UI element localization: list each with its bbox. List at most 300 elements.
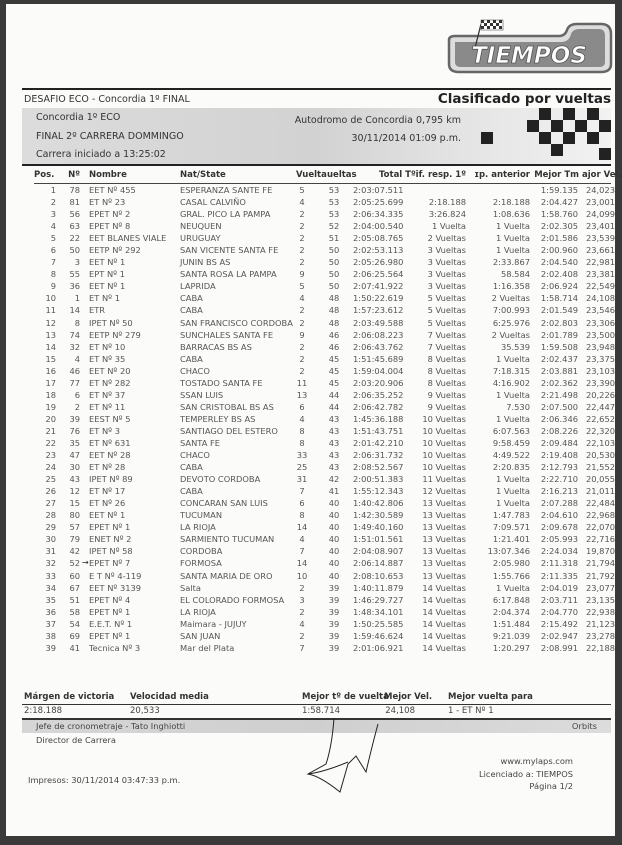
cell-team-name: IPET Nº 50 [89,317,133,328]
cell-position: 8 [50,269,56,280]
cell-gap-previous: 6:25.976 [492,317,530,328]
cell-gap-previous: 1 Vuelta [495,233,530,244]
table-row [34,269,615,281]
cell-best-lap-time: 2:15.492 [540,618,578,629]
cell-car-number: 69 [69,630,80,641]
cell-best-speed: 22,070 [585,522,615,533]
cell-location: CABA [180,353,203,364]
cell-team-name: EEST Nº 5 [89,413,131,424]
table-row [34,425,615,438]
cell-best-speed: 22,484 [585,498,615,509]
cell-location: TUCUMAN [180,510,223,521]
cell-best-lap-time: 2:04.019 [540,582,578,593]
cell-gap-leader: 10 Vueltas [422,462,466,473]
cell-best-lap-number: 2 [299,233,305,244]
cell-car-number: 35 [69,437,80,448]
table-row [34,642,615,655]
cell-location: Mar del Plata [180,642,235,653]
cell-total-time: 2:01:42.210 [353,437,404,448]
cell-best-lap-number: 2 [299,630,305,641]
cell-best-lap-time: 2:03.881 [540,365,578,376]
cell-best-lap-time: 2:06.924 [540,281,578,292]
cell-total-time: 1:45:36.188 [353,413,404,424]
table-row [34,401,615,414]
cell-best-lap-number: 2 [299,582,305,593]
cell-best-lap-number: 5 [299,185,305,195]
cell-position: 9 [50,281,56,292]
cell-best-speed: 22,103 [585,437,615,448]
cell-car-number: 41 [69,642,80,653]
cell-best-lap-number: 31 [296,474,308,485]
cell-team-name: Tecnica Nº 3 [89,642,141,653]
cell-position: 35 [45,594,56,605]
cell-laps: 40 [328,498,340,509]
table-row [34,305,615,317]
cell-position: 23 [45,450,56,461]
cell-laps: 39 [328,618,340,629]
cell-total-time: 2:03:20.906 [353,377,404,388]
cell-team-name: ENET Nº 2 [89,534,132,545]
cell-team-name: EPET Nº 1 [89,630,131,641]
cell-best-lap-time: 2:04.770 [540,606,578,617]
cell-best-lap-number: 2 [299,341,305,352]
cell-total-time: 2:02:53.113 [353,245,404,256]
cell-gap-leader: 13 Vueltas [422,534,466,545]
cell-best-speed: 23,306 [585,317,615,328]
cell-best-lap-number: 8 [299,425,305,436]
table-row [34,618,615,631]
cell-best-lap-time: 2:02.362 [540,377,578,388]
table-row [34,413,615,426]
cell-best-speed: 24,023 [585,185,615,195]
cell-gap-previous: 2:04.374 [492,606,530,617]
cell-laps: 39 [328,594,340,605]
cell-team-name: EPET Nº 8 [89,221,131,232]
cell-position: 33 [45,570,56,581]
cell-position: 27 [45,498,56,509]
cell-car-number: 56 [69,209,80,220]
cell-gap-leader: 13 Vueltas [422,498,466,509]
cell-gap-leader: 10 Vueltas [422,437,466,448]
cell-gap-previous: 1:47.783 [492,510,530,521]
cell-position: 2 [50,197,56,208]
cell-total-time: 1:40:42.806 [353,498,404,509]
cell-gap-leader: 12 Vueltas [422,486,466,497]
cell-team-name: ET Nº 3 [89,425,120,436]
table-row [34,606,615,619]
cell-gap-leader: 5 Vueltas [427,293,466,304]
cell-gap-leader: 13 Vueltas [422,510,466,521]
cell-best-speed: 22,447 [585,401,615,412]
cell-team-name: ET Nº 17 [89,486,126,497]
cell-team-name: EPET Nº 4 [89,594,131,605]
cell-total-time: 2:07:41.922 [353,281,404,292]
cell-laps: 50 [328,281,340,292]
cell-gap-leader: 3:26.824 [428,209,466,220]
cell-total-time: 2:04:00.540 [353,221,404,232]
cell-location: SANTA MARIA DE ORO [180,570,273,581]
table-row [34,570,615,583]
cell-best-lap-number: 2 [299,257,305,268]
cell-total-time: 1:50:25.585 [353,618,404,629]
cell-location: SARMIENTO TUCUMAN [180,534,275,545]
cell-best-lap-number: 4 [299,618,305,629]
tiempos-logo [441,18,616,76]
cell-total-time: 2:06:31.732 [353,450,404,461]
cell-car-number: 58 [69,606,80,617]
cell-best-lap-number: 8 [299,437,305,448]
cell-team-name: EET Nº 20 [89,365,131,376]
cell-gap-leader: 14 Vueltas [422,618,466,629]
cell-best-lap-number: 25 [296,462,308,473]
cell-car-number: 43 [69,474,80,485]
cell-best-lap-number: 7 [299,486,305,497]
cell-total-time: 2:06:34.335 [353,209,404,220]
table-row [34,630,615,643]
cell-position: 37 [45,618,56,629]
cell-gap-previous: 7:18.315 [492,365,530,376]
cell-position: 16 [45,365,56,376]
cell-gap-leader: 2:18.188 [428,197,466,208]
cell-position: 25 [45,474,56,485]
cell-laps: 48 [328,293,340,304]
cell-total-time: 2:03:49.588 [353,317,404,328]
cell-gap-previous: 1 Vuelta [495,413,530,424]
cell-best-lap-time: 2:04.610 [540,510,578,521]
cell-position: 28 [45,510,56,521]
cell-gap-previous: 6:07.563 [492,425,530,436]
cell-best-lap-time: 2:07.500 [540,401,578,412]
cell-best-speed: 23,135 [585,594,615,605]
table-row [34,582,615,595]
col-best-speed: ajor Vel. [582,170,622,180]
session-info-band [22,108,611,166]
cell-best-speed: 21,123 [585,618,615,629]
cell-best-lap-number: 6 [299,401,305,412]
col-best-lap: Mejor Tm [534,170,579,180]
cell-total-time: 2:06:43.762 [353,341,404,352]
cell-location: CABA [180,486,203,497]
cell-gap-previous: 1 Vuelta [495,245,530,256]
cell-best-speed: 23,375 [585,353,615,364]
cell-car-number: 81 [69,197,80,208]
page-number: Página 1/2 [529,781,573,791]
col-num: Nº [68,170,80,180]
cell-car-number: 50 [69,245,80,256]
cell-position: 6 [50,245,56,256]
cell-gap-previous: 1 Vuelta [495,389,530,400]
table-row [34,594,615,607]
cell-car-number: 80 [69,510,80,521]
license-label: Licenciado a: TIEMPOS [478,769,573,779]
cell-position: 31 [45,546,56,557]
best-lap-for-value: 1 - ET Nº 1 [448,706,494,716]
cell-best-lap-number: 9 [299,269,305,280]
cell-best-speed: 22,549 [585,281,615,292]
cell-location: CASAL CALVIÑO [180,197,246,208]
cell-total-time: 2:00:51.383 [353,474,404,485]
cell-location: TEMPERLEY BS AS [180,413,256,424]
cell-best-speed: 23,103 [585,365,615,376]
table-row [34,257,615,269]
cell-best-lap-time: 2:11.335 [540,570,578,581]
cell-position: 22 [45,437,56,448]
cell-team-name: ET Nº 631 [89,437,131,448]
cell-gap-leader: 10 Vueltas [422,425,466,436]
cell-total-time: 2:03:07.511 [353,185,404,195]
cell-team-name: EPET Nº 1 [89,606,131,617]
cell-location: SANTIAGO DEL ESTERO [180,425,278,436]
cell-total-time: 2:06:42.782 [353,401,404,412]
cell-team-name: ET Nº 282 [89,377,131,388]
cell-total-time: 1:51:45.689 [353,353,404,364]
cell-gap-previous: 1:20.297 [492,642,530,653]
cell-total-time: 1:42:30.589 [353,510,404,521]
cell-best-lap-time: 2:01.789 [540,329,578,340]
cell-best-lap-number: 2 [299,317,305,328]
cell-car-number: 3 [74,257,80,268]
cell-best-lap-time: 2:04.540 [540,257,578,268]
cell-best-lap-time: 2:02.305 [540,221,578,232]
cell-laps: 41 [328,486,340,497]
cell-position: 10 [45,293,56,304]
cell-total-time: 2:05:26.980 [353,257,404,268]
cell-laps: 42 [328,474,340,485]
cell-team-name: EET Nº 28 [89,450,131,461]
cell-best-lap-time: 2:16.213 [540,486,578,497]
cell-team-name: EPET Nº 1 [89,522,131,533]
cell-gap-previous: 7:09.571 [492,522,530,533]
cell-best-lap-time: 2:04.427 [540,197,578,208]
table-row [34,522,615,534]
cell-location: SAN JUAN [180,630,221,641]
cell-best-speed: 23,539 [585,233,615,244]
cell-best-lap-number: 4 [299,293,305,304]
cell-gap-leader: 13 Vueltas [422,546,466,557]
cell-location: TOSTADO SANTA FE [180,377,263,388]
cell-best-speed: 22,716 [585,534,615,545]
cell-position: 14 [45,341,56,352]
table-row [34,498,615,510]
cell-car-number: 51 [69,594,80,605]
cell-gap-leader: 3 Vueltas [427,257,466,268]
printed-timestamp: Impresos: 30/11/2014 03:47:33 p.m. [28,775,181,785]
cell-car-number: 39 [69,413,80,424]
cell-total-time: 2:08:10.653 [353,570,404,581]
cell-best-lap-time: 2:22.710 [540,474,578,485]
cell-location: CABA [180,293,203,304]
cell-gap-leader: 14 Vueltas [422,606,466,617]
cell-best-speed: 22,320 [585,425,615,436]
cell-location: SANTA FE [180,437,221,448]
cell-total-time: 2:06:25.564 [353,269,404,280]
col-pos: Pos. [34,170,55,180]
cell-car-number: 54 [69,618,80,629]
cell-location: SSAN LUIS [180,389,224,400]
cell-position: 30 [45,534,56,545]
cell-car-number: 1 [74,293,80,304]
table-row [34,377,615,390]
cell-team-name: ET Nº 23 [89,197,126,208]
cell-total-time: 2:08:52.567 [353,462,404,473]
table-row [34,510,615,522]
cell-best-lap-time: 2:05.993 [540,534,578,545]
table-row [34,221,615,233]
col-name: Nombre [89,170,127,180]
table-row [34,281,615,293]
cell-best-speed: 22,981 [585,257,615,268]
cell-laps: 45 [328,365,340,376]
cell-gap-leader: 13 Vueltas [422,570,466,581]
cell-total-time: 1:57:23.612 [353,305,404,316]
cell-gap-leader: 9 Vueltas [427,389,466,400]
cell-gap-leader: 2 Vueltas [427,233,466,244]
cell-best-speed: 22,938 [585,606,615,617]
cell-team-name: E T Nº 4-119 [89,570,142,581]
col-vueltas: ueltas [327,170,357,180]
results-table-header [34,170,622,184]
cell-team-name: EPT Nº 1 [89,269,125,280]
cell-total-time: 1:40:11.879 [353,582,404,593]
cell-position: 15 [45,353,56,364]
table-row [34,534,615,546]
cell-gap-previous: 2 Vueltas [491,329,530,340]
session-datetime: 30/11/2014 01:09 p.m. [351,133,461,144]
logo-text: TIEMPOS [471,43,587,69]
cell-laps: 45 [328,353,340,364]
cell-location: LA RIOJA [180,606,216,617]
cell-best-lap-time: 1:58.760 [540,209,578,220]
table-row [34,486,615,498]
cell-total-time: 2:06:14.887 [353,558,404,569]
cell-gap-leader: 5 Vueltas [427,317,466,328]
cell-laps: 50 [328,269,340,280]
results-table-body [34,185,615,655]
cell-team-name: EET BLANES VIALE [89,233,167,244]
cell-best-speed: 23,077 [585,582,615,593]
cell-laps: 45 [328,377,340,388]
cell-location: CABA [180,462,203,473]
cell-location: LA RIOJA [180,522,216,533]
cell-total-time: 1:59:46.624 [353,630,404,641]
director-label: Director de Carrera [36,735,116,745]
cell-gap-previous: 2:33.867 [492,257,530,268]
cell-location: CHACO [180,365,210,376]
cell-best-lap-number: 9 [299,329,305,340]
cell-best-lap-number: 11 [296,377,308,388]
cell-total-time: 1:55:12.343 [353,486,404,497]
table-row [34,185,615,197]
best-speed-label: Mejor Vel. [384,692,433,702]
cell-location: LAPRIDA [180,281,216,292]
cell-team-name: ET Nº 1 [89,293,120,304]
cell-best-lap-time: 2:09.678 [540,522,578,533]
cell-team-name: EET Nº 1 [89,281,126,292]
cell-total-time: 2:01:06.921 [353,642,404,653]
cell-best-lap-time: 2:02.437 [540,353,578,364]
cell-laps: 53 [328,197,340,208]
cell-best-lap-number: 14 [296,558,308,569]
cell-best-lap-time: 2:09.484 [540,437,578,448]
cell-team-name: ETR [89,305,106,316]
cell-best-lap-number: 7 [299,642,305,653]
cell-gap-previous: 7.530 [506,401,530,412]
cell-position: 13 [45,329,56,340]
cell-gap-leader: 8 Vueltas [427,365,466,376]
cell-position: 17 [45,377,56,388]
cell-best-lap-time: 1:59.508 [540,341,578,352]
cell-total-time: 2:05:08.765 [353,233,404,244]
cell-laps: 53 [328,209,340,220]
cell-car-number: 42 [69,546,80,557]
cell-team-name: EPET Nº 2 [89,209,131,220]
cell-laps: 43 [328,450,340,461]
cell-car-number: 4 [74,353,80,364]
cell-best-lap-number: 2 [299,606,305,617]
cell-laps: 40 [328,546,340,557]
cell-best-speed: 23,390 [585,377,615,388]
cell-best-lap-number: 4 [299,197,305,208]
cell-laps: 51 [328,233,340,244]
table-row [34,546,615,558]
cell-gap-previous: 1:08.636 [492,209,530,220]
cell-laps: 39 [328,642,340,653]
cell-position: 24 [45,462,56,473]
cell-gap-previous: 6:17.848 [492,594,530,605]
table-row [34,341,615,354]
col-nat: Nat/State [180,170,226,180]
cell-gap-previous: 1:21.401 [492,534,530,545]
event-title: DESAFIO ECO - Concordia 1º FINAL [24,94,190,105]
cell-car-number: 67 [69,582,80,593]
cell-car-number: 8 [74,317,80,328]
cell-team-name: ET Nº 35 [89,353,126,364]
cell-position: 29 [45,522,56,533]
cell-best-lap-time: 1:59.135 [540,185,578,195]
cell-position: 5 [50,233,56,244]
cell-best-lap-number: 13 [296,389,308,400]
cell-best-lap-number: 2 [299,245,305,256]
cell-total-time: 1:51:01.561 [353,534,404,545]
cell-team-name: EPET Nº 7 [89,558,131,569]
cell-gap-previous: 9:58.459 [492,437,530,448]
cell-team-name: EETP Nº 292 [89,245,141,256]
cell-car-number: 15 [69,498,80,509]
cell-position: 21 [45,425,56,436]
cell-gap-leader: 3 Vueltas [427,245,466,256]
handwritten-signature [306,716,386,811]
cell-best-speed: 23,001 [585,197,615,208]
cell-position: 12 [45,317,56,328]
best-lap-value: 1:58.714 [302,706,341,716]
cell-best-lap-number: 5 [299,281,305,292]
cell-car-number: 14 [69,305,80,316]
cell-location: Maimara - JUJUY [180,618,247,629]
cell-position: 3 [50,209,56,220]
cell-location: SANTA ROSA LA PAMPA [180,269,277,280]
cell-best-lap-time: 2:12.793 [540,462,578,473]
cell-car-number: 78 [69,185,80,195]
cell-best-lap-time: 2:03.711 [540,594,578,605]
cell-best-lap-time: 2:08.991 [540,642,578,653]
cell-gap-previous: 1 Vuelta [495,582,530,593]
cell-gap-leader: 3 Vueltas [427,281,466,292]
cell-laps: 40 [328,534,340,545]
cell-car-number: 36 [69,281,80,292]
cell-position: 36 [45,606,56,617]
cell-gap-previous: 4:49.522 [492,450,530,461]
cell-location: SUNCHALES SANTA FE [180,329,274,340]
